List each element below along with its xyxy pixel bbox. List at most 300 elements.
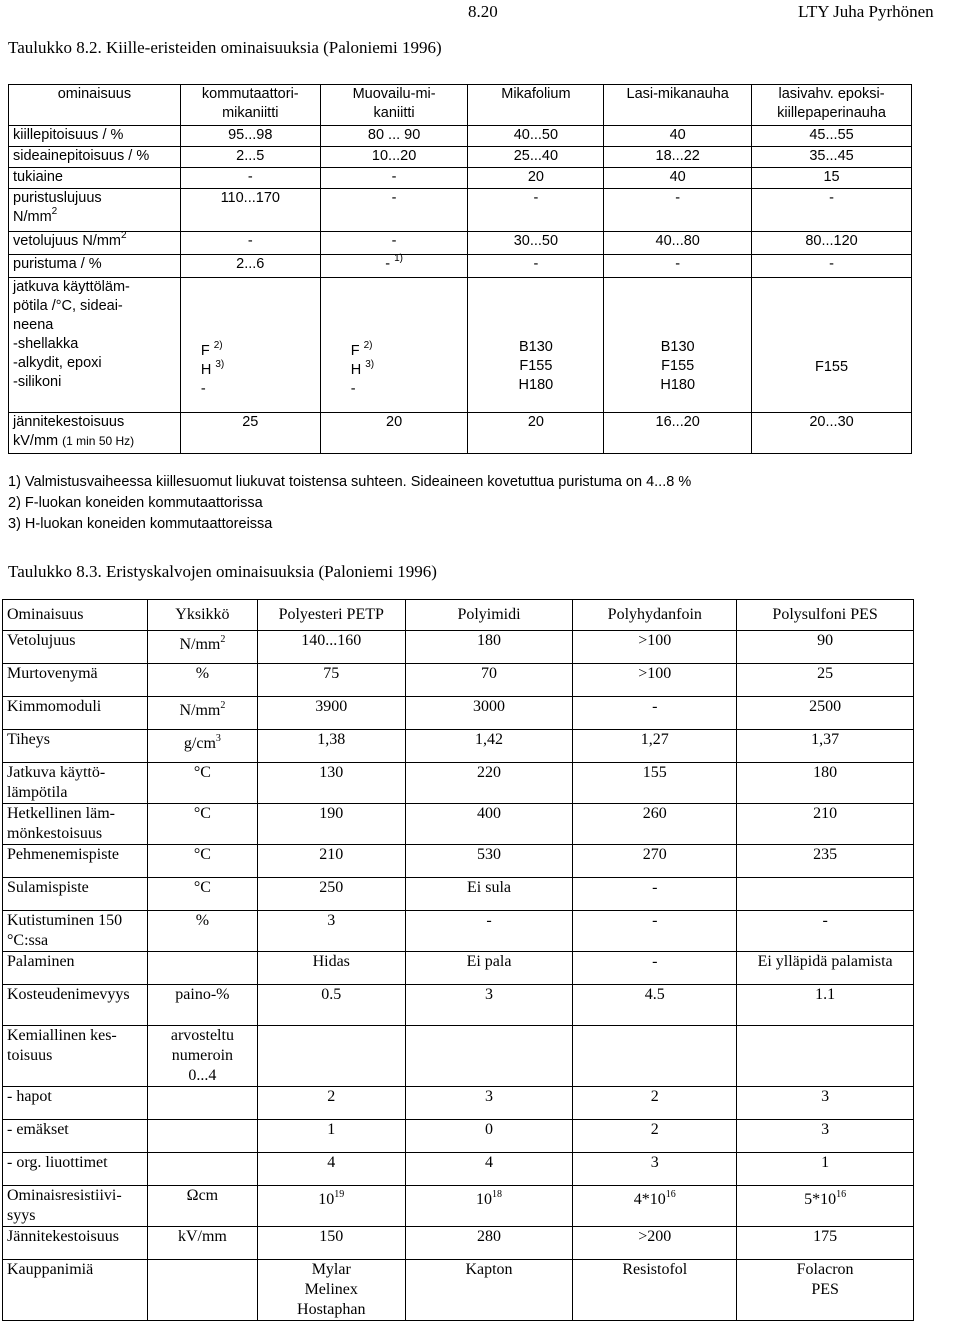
row-label: Kauppanimiä (3, 1260, 148, 1321)
table-cell: 40 (604, 126, 752, 147)
cell-text: 400 (477, 805, 501, 822)
cell-text: 190 (319, 805, 344, 822)
cell-text: 4 (327, 1154, 336, 1171)
cell-text: - (385, 256, 391, 272)
table-cell (737, 631, 914, 664)
table-cell (573, 1153, 737, 1186)
table-cell: 10...20 (320, 147, 468, 168)
superscript: 2 (220, 634, 226, 645)
table-cell (257, 730, 405, 763)
table-row (9, 126, 912, 147)
table-row (3, 1120, 914, 1153)
row-label: - org. liuottimet (3, 1153, 148, 1186)
row-label: Kemiallinen kes- toisuus (3, 1026, 148, 1087)
cell-text: 25 (817, 665, 834, 682)
table-cell (573, 952, 737, 985)
cell-text: 210 (319, 846, 344, 863)
table-cell: - (180, 168, 320, 189)
table-cell (257, 985, 405, 1026)
table-cell: 95...98 (180, 126, 320, 147)
table-cell: F155 (752, 278, 912, 413)
row-label: Palaminen (3, 952, 148, 985)
table-cell (257, 1087, 405, 1120)
cell-text: - (652, 953, 658, 970)
table-cell (573, 730, 737, 763)
table-cell (737, 952, 914, 985)
cell-text: 175 (813, 1228, 838, 1245)
cell-text: 3 (821, 1088, 830, 1105)
table-cell: - (604, 189, 752, 232)
footnote: 2) F-luokan koneiden kommutaattorissa (8, 495, 263, 511)
table-cell: 16...20 (604, 413, 752, 454)
row-label: Sulamispiste (3, 878, 148, 911)
table-8-2-footnotes (8, 472, 691, 535)
header-cell: Polyesteri PETP (257, 600, 405, 631)
unit-text: % (195, 912, 210, 929)
table-cell (257, 631, 405, 664)
cell-text: 75 (323, 665, 340, 682)
cell-text: 250 (319, 879, 344, 896)
table-cell (737, 1186, 914, 1227)
table-cell (257, 804, 405, 845)
table-cell (573, 804, 737, 845)
unit-cell (147, 631, 257, 664)
table-cell: 110...170 (180, 189, 320, 232)
table-cell (573, 911, 737, 952)
table-cell (405, 697, 573, 730)
table-8-2 (8, 84, 912, 454)
unit-cell (147, 878, 257, 911)
row-label: - hapot (3, 1087, 148, 1120)
cell-text: >100 (638, 665, 672, 682)
table-cell (405, 631, 573, 664)
unit-cell (147, 1120, 257, 1153)
cell-text: 180 (477, 632, 501, 649)
cell-text: 1.1 (815, 986, 836, 1003)
table-cell: 40...80 (604, 232, 752, 255)
cell-text: >200 (638, 1228, 672, 1245)
table-cell: 2...6 (180, 255, 320, 278)
table-cell (405, 845, 573, 878)
superscript: 2 (120, 230, 127, 241)
cell-text: 70 (481, 665, 497, 682)
cell-text: Ei sula (467, 879, 511, 896)
row-label-unit: N/mm (13, 209, 52, 225)
table-cell (405, 1026, 573, 1087)
row-label: tukiaine (9, 168, 181, 189)
unit-text: N/mm (179, 636, 221, 653)
table-row (3, 804, 914, 845)
row-label: Hetkellinen läm- mönkestoisuus (3, 804, 148, 845)
table-cell (405, 1087, 573, 1120)
page-number: 8.20 (468, 2, 498, 21)
header-cell: Ominaisuus (3, 600, 148, 631)
footnote-ref: 2) (213, 340, 223, 351)
table-cell (573, 1186, 737, 1227)
table-cell (737, 985, 914, 1026)
cell-text: - (652, 698, 658, 715)
footnote: 3) H-luokan koneiden kommutaattoreissa (8, 516, 273, 532)
table-cell: 30...50 (468, 232, 604, 255)
table-row (9, 232, 912, 255)
table-row (9, 147, 912, 168)
header-cell: Lasi-mikanauha (604, 85, 752, 126)
table-cell (405, 1153, 573, 1186)
row-label (9, 232, 181, 255)
header-cell: ominaisuus (9, 85, 181, 126)
table-cell: 40...50 (468, 126, 604, 147)
row-label: Jatkuva käyttö- lämpötila (3, 763, 148, 804)
table-cell: 45...55 (752, 126, 912, 147)
cell-text: 10 (476, 1191, 492, 1208)
cell-text: 0.5 (321, 986, 342, 1003)
table-cell (573, 985, 737, 1026)
cell-text: 3 (485, 1088, 493, 1105)
table-cell: 80 ... 90 (320, 126, 468, 147)
cell-text: 3 (485, 986, 493, 1003)
cell-text: - (652, 912, 658, 929)
table-row (3, 697, 914, 730)
table-cell (405, 878, 573, 911)
table-cell: - (320, 232, 468, 255)
table-cell (257, 845, 405, 878)
cell-text: - (822, 912, 828, 929)
cell-text: 210 (813, 805, 838, 822)
row-label: Jännitekestoisuus (3, 1227, 148, 1260)
unit-cell (147, 664, 257, 697)
table-cell: 20 (468, 168, 604, 189)
cell-text: Folacron PES (796, 1261, 854, 1298)
row-label-text: vetolujuus N/mm (13, 233, 121, 249)
table-cell (257, 952, 405, 985)
table-row (3, 1153, 914, 1186)
footnote-ref: 3) (365, 359, 375, 370)
table-cell (737, 730, 914, 763)
table-cell (737, 845, 914, 878)
table-cell (257, 1227, 405, 1260)
table-row (3, 1260, 914, 1321)
cell-text: 90 (817, 632, 834, 649)
unit-text: °C (193, 764, 211, 781)
table-cell (737, 878, 914, 911)
cell-text: 150 (319, 1228, 344, 1245)
header-cell: Muovailu-mi- kaniitti (320, 85, 468, 126)
cell-text: 2 (650, 1121, 659, 1138)
table-row (3, 1227, 914, 1260)
superscript: 2 (51, 206, 58, 217)
table-row (3, 1087, 914, 1120)
unit-cell (147, 763, 257, 804)
unit-text: °C (193, 805, 211, 822)
table-cell (257, 1186, 405, 1227)
row-label-text: jännitekestoisuus (13, 414, 125, 430)
cell-text: 4 (485, 1154, 493, 1171)
table-8-3-caption: Taulukko 8.3. Eristyskalvojen ominaisuuksia (Paloniemi 1996) (8, 562, 437, 581)
table-row (3, 763, 914, 804)
table-cell (405, 1260, 573, 1321)
unit-cell (147, 697, 257, 730)
header-cell: Polyhydanfoin (573, 600, 737, 631)
table-cell (737, 664, 914, 697)
table-cell: B130 F155 H180 (604, 278, 752, 413)
table-cell (573, 1026, 737, 1087)
table-cell (405, 1227, 573, 1260)
table-cell (573, 763, 737, 804)
unit-cell (147, 1260, 257, 1321)
row-label (9, 189, 181, 232)
unit-cell (147, 1026, 257, 1087)
exponent: 18 (492, 1189, 502, 1200)
row-label: puristuma / % (9, 255, 181, 278)
cell-text: 2 (650, 1088, 659, 1105)
table-cell (405, 952, 573, 985)
table-row (3, 985, 914, 1026)
unit-text: Ωcm (186, 1187, 219, 1204)
table-cell: 25...40 (468, 147, 604, 168)
table-cell: 15 (752, 168, 912, 189)
row-label (9, 413, 181, 454)
table-cell (257, 1260, 405, 1321)
table-cell: 25 (180, 413, 320, 454)
table-cell (737, 1260, 914, 1321)
unit-cell (147, 1153, 257, 1186)
unit-cell (147, 1227, 257, 1260)
unit-cell (147, 985, 257, 1026)
unit-cell (147, 730, 257, 763)
exponent: 19 (334, 1189, 345, 1200)
cell-text: 5*10 (804, 1191, 837, 1208)
row-label: sideainepitoisuus / % (9, 147, 181, 168)
cell-text: - (486, 912, 492, 929)
table-cell (737, 763, 914, 804)
unit-text: % (195, 665, 210, 682)
cell-text: 270 (642, 846, 667, 863)
row-label-text: puristuslujuus (13, 190, 102, 206)
table-row (3, 845, 914, 878)
page-author: LTY Juha Pyrhönen (798, 2, 934, 21)
table-cell: - (320, 168, 468, 189)
table-cell: 2...5 (180, 147, 320, 168)
table-cell: - (604, 255, 752, 278)
table-cell: 20...30 (752, 413, 912, 454)
table-header-row (9, 85, 912, 126)
table-row (3, 664, 914, 697)
unit-cell (147, 1087, 257, 1120)
unit-text: °C (193, 879, 211, 896)
cell-text: 2 (327, 1088, 336, 1105)
row-label: Kutistuminen 150 °C:ssa (3, 911, 148, 952)
table-8-2-caption: Taulukko 8.2. Kiille-eristeiden ominaisuuksia (Paloniemi 1996) (8, 38, 442, 57)
cell-text: 530 (477, 846, 501, 863)
cell-text: - (200, 381, 206, 397)
footnote: 1) Valmistusvaiheessa kiillesuomut liukuvat toistensa suhteen. Sideaineen kovetuttua puristuma on 4...8 % (8, 474, 692, 490)
table-row (9, 278, 912, 413)
exponent: 16 (836, 1189, 847, 1200)
table-cell (737, 1227, 914, 1260)
table-cell (405, 985, 573, 1026)
cell-text: 235 (813, 846, 838, 863)
table-row (3, 1186, 914, 1227)
table-cell (257, 763, 405, 804)
cell-text: Hidas (312, 953, 350, 970)
table-cell (737, 911, 914, 952)
unit-text: °C (193, 846, 211, 863)
table-cell: - (320, 189, 468, 232)
row-label: Pehmenemispiste (3, 845, 148, 878)
unit-text: arvosteltu numeroin 0...4 (170, 1027, 234, 1084)
table-cell (737, 1087, 914, 1120)
unit-cell (147, 952, 257, 985)
table-row (3, 878, 914, 911)
table-cell (573, 1260, 737, 1321)
cell-text: 4.5 (644, 986, 665, 1003)
cell-text: 280 (477, 1228, 501, 1245)
row-label: Kosteudenimevyys (3, 985, 148, 1026)
unit-text: paino-% (175, 986, 230, 1003)
table-cell (737, 1120, 914, 1153)
row-label-note: (1 min 50 Hz) (62, 434, 135, 448)
table-cell (737, 1026, 914, 1087)
header-cell: lasivahv. epoksi- kiillepaperinauha (752, 85, 912, 126)
cell-text: 4*10 (633, 1191, 666, 1208)
table-cell: B130 F155 H180 (468, 278, 604, 413)
unit-text: g/cm (183, 735, 216, 752)
row-label-unit: kV/mm (13, 433, 59, 449)
table-8-3 (2, 599, 914, 1321)
header-cell: Polysulfoni PES (737, 600, 914, 631)
cell-text: Ei ylläpidä palamista (757, 953, 893, 970)
table-cell (573, 845, 737, 878)
table-cell (405, 730, 573, 763)
table-cell (737, 697, 914, 730)
cell-text: 1 (821, 1154, 830, 1171)
unit-cell (147, 1186, 257, 1227)
cell-text: 260 (642, 805, 667, 822)
row-label: Tiheys (3, 730, 148, 763)
row-label: Kimmomoduli (3, 697, 148, 730)
table-cell: 20 (468, 413, 604, 454)
cell-text: 3 (821, 1121, 830, 1138)
cell-text: 1,42 (475, 731, 503, 748)
table-row (9, 168, 912, 189)
unit-cell (147, 804, 257, 845)
table-cell (737, 1153, 914, 1186)
table-cell (257, 911, 405, 952)
cell-text: Ei pala (466, 953, 512, 970)
table-cell (257, 1153, 405, 1186)
table-cell: - (180, 232, 320, 255)
row-label: Murtovenymä (3, 664, 148, 697)
header-cell: Polyimidi (405, 600, 573, 631)
table-cell (257, 878, 405, 911)
cell-text: 1,38 (317, 731, 346, 748)
cell-text: 130 (319, 764, 344, 781)
row-label: jatkuva käyttöläm- pötila /°C, sideai- neena -shellakka -alkydit, epoxi -silikoni (9, 278, 181, 413)
cell-text: 1,37 (811, 731, 840, 748)
table-cell (573, 697, 737, 730)
table-cell: - (468, 255, 604, 278)
row-label: Vetolujuus (3, 631, 148, 664)
table-cell: 80...120 (752, 232, 912, 255)
table-cell (257, 1026, 405, 1087)
table-cell (573, 631, 737, 664)
class-h: H (200, 362, 212, 378)
row-label: kiillepitoisuus / % (9, 126, 181, 147)
row-label: Ominaisresistiivi- syys (3, 1186, 148, 1227)
cell-text: 220 (477, 764, 501, 781)
table-row (9, 255, 912, 278)
table-cell: 18...22 (604, 147, 752, 168)
class-h: H (350, 362, 362, 378)
cell-text: 3 (327, 912, 336, 929)
table-row (3, 730, 914, 763)
table-row (3, 911, 914, 952)
table-row (3, 631, 914, 664)
table-cell (737, 804, 914, 845)
table-cell (320, 255, 468, 278)
cell-text: 1 (327, 1121, 336, 1138)
cell-text: 180 (813, 764, 838, 781)
cell-text: 10 (318, 1191, 335, 1208)
cell-text: Mylar Melinex Hostaphan (297, 1261, 366, 1318)
table-cell: - (468, 189, 604, 232)
table-cell (320, 278, 468, 413)
superscript: 3 (215, 733, 221, 744)
unit-cell (147, 911, 257, 952)
table-cell (405, 911, 573, 952)
table-cell (573, 1120, 737, 1153)
table-cell (405, 1120, 573, 1153)
table-cell: 20 (320, 413, 468, 454)
cell-text: 3 (650, 1154, 659, 1171)
header-cell: kommutaattori- mikaniitti (180, 85, 320, 126)
cell-text: 3900 (315, 698, 348, 715)
table-row (3, 952, 914, 985)
cell-text: - (350, 381, 356, 397)
table-row (9, 189, 912, 232)
superscript: 2 (220, 700, 226, 711)
unit-text: kV/mm (177, 1228, 227, 1245)
table-row (3, 1026, 914, 1087)
cell-text: 1,27 (640, 731, 669, 748)
table-cell (573, 1087, 737, 1120)
class-f: F (200, 343, 210, 359)
table-cell (257, 697, 405, 730)
table-cell: 40 (604, 168, 752, 189)
table-cell (405, 804, 573, 845)
table-cell (573, 878, 737, 911)
row-label: - emäkset (3, 1120, 148, 1153)
table-cell (573, 1227, 737, 1260)
unit-cell (147, 845, 257, 878)
table-row (9, 413, 912, 454)
footnote-ref: 1) (394, 253, 403, 264)
header-cell: Yksikkö (147, 600, 257, 631)
table-cell (573, 664, 737, 697)
table-cell (257, 1120, 405, 1153)
table-header-row (3, 600, 914, 631)
class-f: F (350, 343, 360, 359)
cell-text: - (652, 879, 658, 896)
cell-text: Resistofol (622, 1261, 688, 1278)
table-cell (180, 278, 320, 413)
header-cell: Mikafolium (468, 85, 604, 126)
cell-text: 140...160 (301, 632, 362, 649)
footnote-ref: 2) (363, 340, 373, 351)
cell-text: 0 (485, 1121, 493, 1138)
cell-text: 2500 (809, 698, 842, 715)
table-cell (405, 763, 573, 804)
